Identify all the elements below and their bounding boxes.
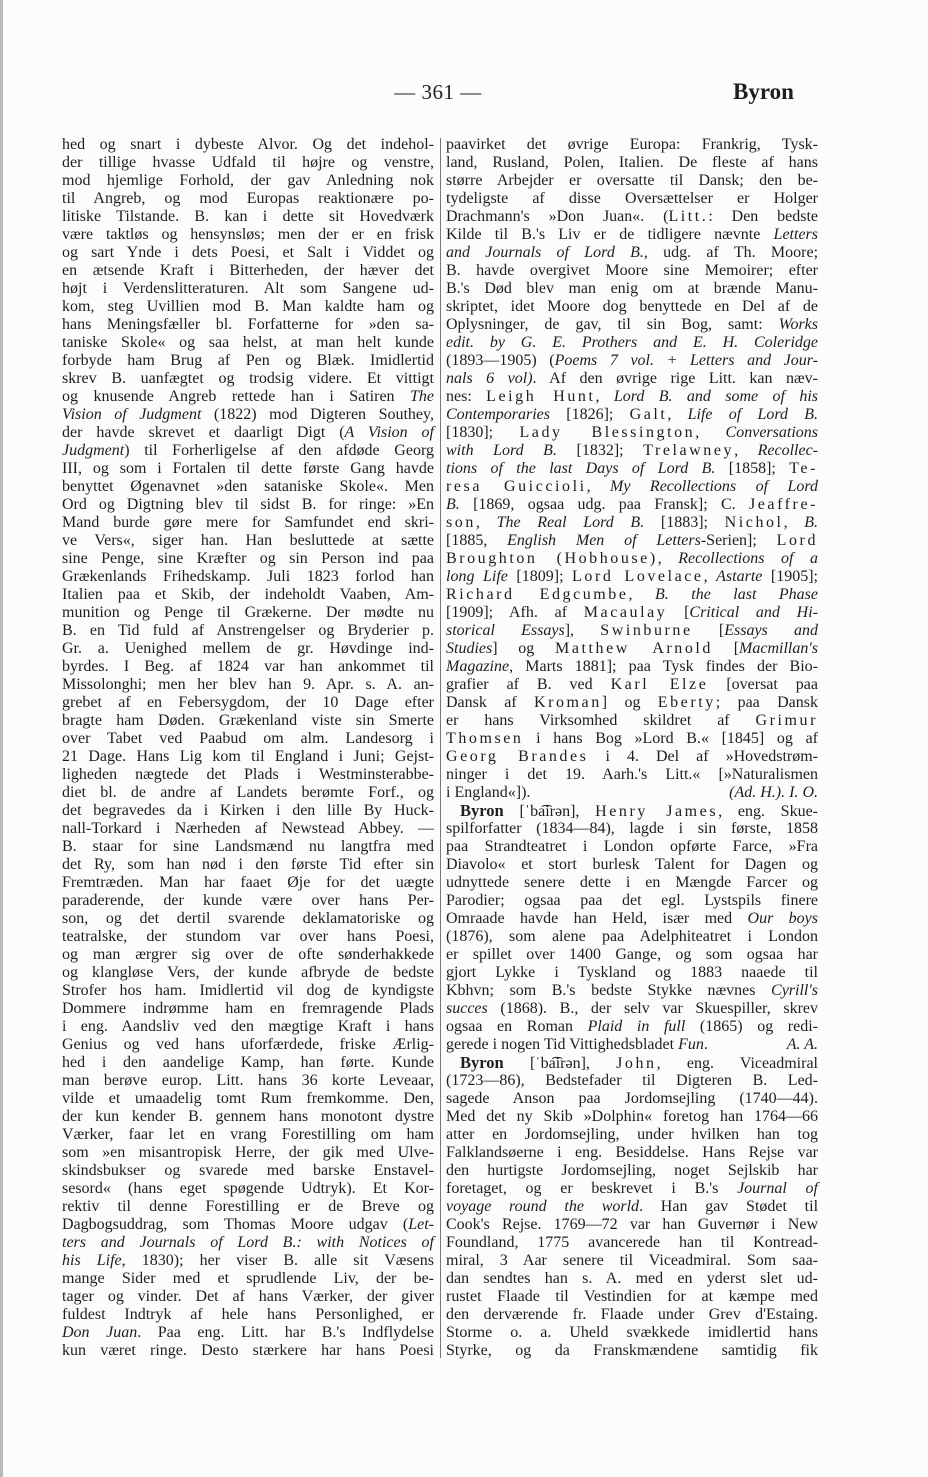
italic-run: Conversations <box>725 424 818 441</box>
text-line <box>446 982 818 1000</box>
italic-run: nals 6 vol) <box>446 370 533 387</box>
text-line: i eng. Aandsliv ved den mægtige Kraft i hans <box>62 1018 434 1035</box>
text-line: paraderende, der kunde være over hans Per- <box>62 892 434 909</box>
text-run: ], <box>564 622 601 639</box>
text-run: [1909]; Afh. af <box>446 604 584 621</box>
text-line: hed i den aandelige Kamp, han førte. Kunde <box>62 1054 434 1071</box>
text-run: [1809]; <box>507 568 573 585</box>
text-line: Foundland, 1775 avancerede han til Kontread- <box>446 1234 818 1251</box>
text-line: er spillet over 1400 Gange, og som ogsaa har <box>446 946 818 963</box>
text-line <box>446 334 818 352</box>
text-line <box>446 460 818 478</box>
text-line: B. havde overgivet Moore sine Memoirer; efter <box>446 262 818 279</box>
text-run: i 4. Del af »Hovedstrøm- <box>588 748 818 765</box>
spaced-run: Trelawney <box>643 442 735 459</box>
text-line <box>446 478 818 496</box>
text-line: mod hjemlige Forhold, der gav Anledning nok <box>62 172 434 189</box>
author-signature: A. A. <box>786 1036 818 1053</box>
scan-edge <box>0 0 3 1477</box>
text-line <box>446 370 818 388</box>
text-line: Diavolo« et stort burlesk Talent for Dagen og <box>446 856 818 873</box>
text-line: den hurtigste Jordomsejling, noget Sejlskib har <box>446 1162 818 1179</box>
entry-headword: Byron <box>460 801 504 820</box>
italic-run: Astarte <box>716 568 763 585</box>
spaced-run: Lady Blessington <box>519 424 696 441</box>
text-run: foretaget, og er beskrevet i B.'s <box>446 1180 738 1197</box>
text-line: udnyttede senere dette i en Mængde Farcer og <box>446 874 818 891</box>
text-line <box>62 442 434 460</box>
text-line: til Angreb, og mod Europas reaktionære po- <box>62 190 434 207</box>
text-run: . Paa eng. Litt. har B.'s Indflydelse <box>137 1324 435 1341</box>
text-line: III, og som i Fortalen til dette første Gang havde <box>62 460 434 477</box>
text-run: [oversat paa <box>708 676 818 693</box>
spaced-run: Macaulay <box>583 604 668 621</box>
italic-run: tions of the last Days of Lord B. <box>446 460 716 477</box>
text-line: taniske Skole« og saa helst, at man helt kunde <box>62 334 434 351</box>
left-column <box>62 136 434 1360</box>
spaced-run: Lord Lovelace <box>572 568 704 585</box>
spaced-run: Galt <box>629 406 668 423</box>
italic-run: The Real Lord B. <box>496 514 645 531</box>
text-line: og klangløse Vers, der kunde afbryde de bedste <box>62 964 434 981</box>
text-run: , 1830); her viser B. alle sit Væsens <box>121 1252 434 1269</box>
text-line <box>446 244 818 262</box>
text-run: , <box>734 442 758 459</box>
text-line: rektiv til denne Forestilling er de Breve og <box>62 1198 434 1215</box>
text-line <box>446 622 818 640</box>
text-line: Storme o. a. Uheld svækkede imidlertid hans <box>446 1324 818 1341</box>
text-line <box>62 388 434 406</box>
text-line <box>446 712 818 730</box>
text-run: nes: <box>446 388 487 405</box>
text-run: Kilde til B.'s Liv er de tidligere nævnte <box>446 226 774 243</box>
italic-run: Studies <box>446 640 493 657</box>
text-line: benyttet Øgenavnet »den sataniske Skole«. Men <box>62 478 434 495</box>
italic-run: his Life <box>62 1252 122 1269</box>
text-line: den derværende fr. Flaade under Grev d'Estaing. <box>446 1306 818 1323</box>
text-run: , Marts 1881]; paa Tysk findes der Bio- <box>509 658 818 675</box>
page-number: — 361 — <box>394 80 482 104</box>
text-run: [ <box>667 604 690 621</box>
text-line <box>62 1216 434 1234</box>
spaced-run: Nichol <box>724 514 784 531</box>
text-line: forbyde ham Brug af Pen og Blæk. Imidlertid <box>62 352 434 369</box>
spaced-run: John <box>616 1055 657 1072</box>
italic-run: Fun <box>678 1036 704 1053</box>
spaced-run: Eberty <box>657 694 716 711</box>
author-signature: (Ad. H.). I. O. <box>729 784 818 801</box>
text-line: en ætsende Kraft i Bitterheden, der hæver det <box>62 262 434 279</box>
text-run: . Af den øvrige rige Litt. kan næv- <box>532 370 819 387</box>
text-line: Dommere indrømme ham en fremragende Plads <box>62 1000 434 1017</box>
text-line <box>446 568 818 586</box>
text-run: , <box>657 550 679 567</box>
spaced-run: Thomsen <box>446 730 524 747</box>
text-line: rustet Flaade til Vestindien for at kæmpe med <box>446 1288 818 1305</box>
spaced-run: Richard Edgcumbe <box>446 586 629 603</box>
text-line <box>62 1324 434 1342</box>
text-line <box>446 676 818 694</box>
spaced-run: Swinburne <box>600 622 693 639</box>
spaced-run: Matthew Arnold <box>555 640 713 657</box>
text-line: vilde et umaadelig tomt Rum fremkomme. Den, <box>62 1090 434 1107</box>
text-line <box>446 910 818 928</box>
italic-run: voyage round the world <box>446 1198 640 1215</box>
text-line: munition og Penge til Grækerne. Der mødte nu <box>62 604 434 621</box>
italic-run: Our boys <box>747 910 818 927</box>
running-head: Byron <box>733 79 794 104</box>
italic-run: Essays and <box>724 622 819 639</box>
text-line: paa Strandteatret i London opførte Farce, »Fra <box>446 838 818 855</box>
text-line <box>446 730 818 748</box>
text-line: der kun kender B. gennem hans monotont dystre <box>62 1108 434 1125</box>
italic-run: Journal of <box>737 1180 819 1197</box>
text-line: Gr. a. Uenighed mellem de gr. Høvdinge ind- <box>62 640 434 657</box>
text-line: og sart Ynde i dets Poesi, et Salt i Viddet og <box>62 244 434 261</box>
text-line: nall-Torkard i Nærheden af Newstead Abbey. — <box>62 820 434 837</box>
text-run: , <box>695 424 726 441</box>
text-run: (1893—1905) ( <box>446 352 555 369</box>
text-line <box>446 694 818 712</box>
text-run: og knusende Angreb rettede han i Satiren <box>62 388 410 405</box>
text-line: over Tabet ved Paabud om alm. Landesorg i <box>62 730 434 747</box>
text-line: det begravedes da i Kirken i den lille By Huck- <box>62 802 434 819</box>
text-run: der havde skrevet et daarligt Digt ( <box>62 424 345 441</box>
text-line <box>446 1198 818 1216</box>
text-line: Missolonghi; men her blev han 9. Apr. s. A. an- <box>62 676 434 693</box>
text-line: son, og det dertil svarende deklamatoriske og <box>62 910 434 927</box>
text-line: skrev B. uanfægtet og trodsig videre. Et vittigt <box>62 370 434 387</box>
text-run: [1826]; <box>550 406 630 423</box>
text-line: Mand burde gøre mere for Samfundet end skri- <box>62 514 434 531</box>
italic-run: Recollections of a <box>678 550 818 567</box>
text-run: . <box>703 1036 708 1053</box>
text-run: er hans Virksomhed skildret af <box>446 712 756 729</box>
text-run: ] og <box>601 694 658 711</box>
italic-run: Let- <box>408 1216 434 1233</box>
text-run: [ <box>712 640 740 657</box>
text-run: ; paa Dansk <box>715 694 818 711</box>
text-run: [1858]; <box>715 460 790 477</box>
italic-run: succes <box>446 1000 488 1017</box>
text-run: [1830]; <box>446 424 520 441</box>
text-line: sesord« (hans eget spøgende Udtryk). Et Kor- <box>62 1180 434 1197</box>
text-line <box>62 1234 434 1252</box>
text-line <box>446 802 818 820</box>
italic-run: Plaid in full <box>587 1018 686 1035</box>
text-line: Genius og ved hans uforfærdede, friske Ærlig- <box>62 1036 434 1053</box>
text-run: ogsaa en Roman <box>446 1018 588 1035</box>
text-line <box>62 424 434 442</box>
text-line: B.'s Død blev man enig om at brænde Manu- <box>446 280 818 297</box>
italic-run: My Recollections of Lord <box>610 478 818 495</box>
text-line: 21 Dage. Hans Lig kom til England i Juni; Gejst- <box>62 748 434 765</box>
italic-run: Critical and Hi- <box>689 604 819 621</box>
italic-run: Contemporaries <box>446 406 550 423</box>
text-run: i hans Bog »Lord B.« [1845] og af <box>523 730 818 747</box>
text-line: og man ærgrer sig over de ofte sønderhakkede <box>62 946 434 963</box>
italic-run: and Journals of Lord B. <box>446 244 644 261</box>
text-line: grebet af en Febersygdom, der 10 Dage efter <box>62 694 434 711</box>
column-divider <box>440 138 441 1358</box>
italic-run: The <box>410 388 434 405</box>
text-run: . Han gav Stødet til <box>639 1198 819 1215</box>
text-run: , eng. Skue- <box>718 803 819 820</box>
text-line: sine Penge, sine Kræfter og sin Person ind paa <box>62 550 434 567</box>
text-line <box>446 586 818 604</box>
italic-run: long Life <box>446 568 508 585</box>
italic-run: Lord B. and some of his <box>613 388 818 405</box>
italic-run: Recollec- <box>757 442 819 459</box>
text-line: sagede Anson paa Jordomsejling (1740—44). <box>446 1090 818 1107</box>
text-run: Kbhvn; som B.'s bedste Stykke nævnes <box>446 982 772 999</box>
text-line: (1876), som alene paa Adelphiteatret i London <box>446 928 818 945</box>
text-line: ligheden nægtede det Plads i Westminsterabbe- <box>62 766 434 783</box>
text-line: skriptet, idet Moore dog benyttede en Del af de <box>446 298 818 315</box>
text-run: , eng. Viceadmiral <box>656 1055 818 1072</box>
text-line <box>446 388 818 406</box>
text-line: Værker, faar let en vrang Forestilling om ham <box>62 1126 434 1143</box>
text-line: diet bl. de andre af Landets berømte Forf., og <box>62 784 434 801</box>
text-line: Falklandsøerne i eng. Besiddelse. Hans Rejse var <box>446 1144 818 1161</box>
text-line <box>446 784 818 802</box>
text-line: være taktløs og hensynsløs; men der er en frisk <box>62 226 434 243</box>
text-line: land, Rusland, Polen, Italien. De fleste af hans <box>446 154 818 171</box>
text-line: der tillige hvasse Udfald til højre og venstre, <box>62 154 434 171</box>
italic-run: Life of Lord B. <box>687 406 819 423</box>
text-line: tager og vinder. Det af hans Værker, der giver <box>62 1288 434 1305</box>
text-line: gjort Lykke i Tyskland og 1883 naaede til <box>446 964 818 981</box>
text-line <box>62 1252 434 1270</box>
text-line <box>446 208 818 226</box>
text-run: , <box>703 568 717 585</box>
text-run: , udg. af Th. Moore; <box>643 244 819 261</box>
text-line <box>446 604 818 622</box>
italic-run: B. <box>804 514 819 531</box>
text-run: , <box>783 514 805 531</box>
italic-run: storical Essays <box>446 622 565 639</box>
text-line: Fremtræden. Man har faaet Øje for det uægte <box>62 874 434 891</box>
spaced-run: Broughton (Hobhouse) <box>446 550 658 567</box>
text-line: højt i Verdenslitteraturen. Alt som Sangene ud- <box>62 280 434 297</box>
text-line: Cook's Rejse. 1769—72 var han Guvernør i New <box>446 1216 818 1233</box>
text-line: Strofer hos ham. Imidlertid vil dog de kyndigste <box>62 982 434 999</box>
text-line: atter en Jordomsejling, under hvilken han tog <box>446 1126 818 1143</box>
text-line <box>446 532 818 550</box>
spaced-run: Karl Elze <box>610 676 709 693</box>
spaced-run: Te- <box>789 460 818 477</box>
text-line: som »en misantropisk Herre, der gik med Ulve- <box>62 1144 434 1161</box>
text-line <box>446 748 818 766</box>
text-run: [ <box>692 622 725 639</box>
text-run: Dansk af <box>446 694 534 711</box>
text-line: bragte ham Døden. Grækenland viste sin Smerte <box>62 712 434 729</box>
text-run: grafier af B. ved <box>446 676 611 693</box>
spaced-run: son <box>446 514 476 531</box>
text-run: [ˈba͡irən], <box>503 1055 617 1072</box>
text-line <box>446 1180 818 1198</box>
italic-run: B. <box>446 496 460 513</box>
spaced-run: Jeaffre- <box>748 496 818 513</box>
text-line: større Arbejder er oversatte til Dansk; den be- <box>446 172 818 189</box>
text-line: kom, steg Uvillien mod B. Man kaldte ham og <box>62 298 434 315</box>
text-line <box>446 1054 818 1072</box>
text-line: Parodier; ogsaa paa det egl. Lystspils finere <box>446 892 818 909</box>
italic-run: ters and Journals of Lord B.: with Notices of <box>62 1234 434 1251</box>
text-line <box>446 640 818 658</box>
spaced-run: resa Guiccioli <box>446 478 587 495</box>
italic-run: edit. by G. E. Prothers and E. H. Coleridge <box>446 334 818 351</box>
text-run: [1869, ogsaa udg. paa Fransk]; C. <box>459 496 749 513</box>
text-line <box>446 406 818 424</box>
text-line: fuldest Indtryk af hele hans Personlighed, er <box>62 1306 434 1323</box>
text-line: byrdes. I Beg. af 1824 var han ankommet til <box>62 658 434 675</box>
text-line <box>446 658 818 676</box>
text-line: Grækenlands Frihedskamp. Juli 1823 forlod han <box>62 568 434 585</box>
text-line <box>446 496 818 514</box>
text-line: mange Sider med et sprudlende Liv, der be- <box>62 1270 434 1287</box>
text-line: ninger i det 19. Aarh.'s Litt.« [»Naturalismen <box>446 766 818 783</box>
spaced-run: Litt. <box>668 208 709 225</box>
entry-headword: Byron <box>460 1053 504 1072</box>
text-line <box>446 316 818 334</box>
italic-run: Macmillan's <box>739 640 819 657</box>
text-run: : Den bedste <box>708 208 818 225</box>
text-run: Omraade havde han Held, især med <box>446 910 748 927</box>
text-line: teatralske, der stundom var over hans Poesi, <box>62 928 434 945</box>
text-run: , <box>586 478 611 495</box>
text-line: ve Vers«, siger han. Han besluttede at sætte <box>62 532 434 549</box>
text-run: [1885, <box>446 532 508 549</box>
text-line: Med det ny Skib »Dolphin« foretog han 1764—66 <box>446 1108 818 1125</box>
text-line: miral, 3 Aar senere til Viceadmiral. Som saa- <box>446 1252 818 1269</box>
text-line: B. staar for sine Landsmænd nu langtfra med <box>62 838 434 855</box>
text-run: [1883]; <box>644 514 725 531</box>
italic-run: Poems 7 vol. + Letters and Jour- <box>554 352 819 369</box>
italic-run: B. the last Phase <box>655 586 818 603</box>
right-column <box>446 136 818 1360</box>
text-line: litiske Tilstande. B. kan i dette sit Hovedværk <box>62 208 434 225</box>
text-line <box>446 424 818 442</box>
text-line <box>446 352 818 370</box>
text-line: Italien paa et Skib, der indeholdt Vaaben, Am- <box>62 586 434 603</box>
spaced-run: Leigh Hunt <box>486 388 596 405</box>
text-run: (1865) og redi- <box>685 1018 819 1035</box>
text-run: , <box>628 586 655 603</box>
italic-run: A Vision of <box>344 424 434 441</box>
italic-run: Cyrill's <box>771 982 818 999</box>
spaced-run: Kroman <box>533 694 602 711</box>
spaced-run: Grimur <box>755 712 818 729</box>
text-line: Ord og Digtning blev til sidst B. for ringe: »En <box>62 496 434 513</box>
text-line <box>446 1036 818 1054</box>
text-run: (1822) mod Digteren Southey, <box>201 406 434 423</box>
text-line <box>446 226 818 244</box>
text-run: Drachmann's »Don Juan«. ( <box>446 208 669 225</box>
text-run: (1868). B., der selv var Skuespiller, skrev <box>487 1000 818 1017</box>
italic-run: Magazine <box>446 658 510 675</box>
text-run: Dagbogsuddrag, som Thomas Moore udgav ( <box>62 1216 409 1233</box>
text-line <box>446 514 818 532</box>
text-line: Styrke, og da Franskmændene samtidig fik <box>446 1342 818 1359</box>
italic-run: Letters <box>773 226 818 243</box>
text-line <box>446 442 818 460</box>
italic-run: Judgment <box>62 442 125 459</box>
text-run: Oplysninger, de gav, til sin Bog, samt: <box>446 316 779 333</box>
text-line: (1723—86), Bedstefader til Digteren B. Led- <box>446 1072 818 1089</box>
italic-run: with Lord B. <box>446 442 557 459</box>
text-line <box>446 550 818 568</box>
text-line: dan sendtes han s. A. med en yderst slet ud- <box>446 1270 818 1287</box>
text-run: , <box>667 406 688 423</box>
text-line: hed og snart i dybeste Alvor. Og det indehol- <box>62 136 434 153</box>
text-run: gerede i nogen Tid Vittighedsbladet <box>446 1036 679 1053</box>
text-run: , <box>595 388 614 405</box>
text-line: paavirket det øvrige Europa: Frankrig, Tysk- <box>446 136 818 153</box>
spaced-run: Georg Brandes <box>446 748 589 765</box>
italic-run: English Men of Letters <box>507 532 701 549</box>
text-line: B. en Tid fuld af Anstrengelser og Bryderier p. <box>62 622 434 639</box>
text-run: -Serien]; <box>700 532 777 549</box>
text-run: ] og <box>492 640 556 657</box>
text-line: tydeligste af disse Oversættelser er Holger <box>446 190 818 207</box>
text-line: kun været ringe. Desto stærkere har hans Poesi <box>62 1342 434 1359</box>
text-line: skindsbukser og svarede med barske Enstavel- <box>62 1162 434 1179</box>
spaced-run: Lord <box>776 532 818 549</box>
text-run: [1832]; <box>556 442 644 459</box>
text-run: [1905]; <box>762 568 818 585</box>
text-run: ) til Forherligelse af den afdøde Georg <box>124 442 434 459</box>
text-line <box>446 1000 818 1018</box>
text-run: [ˈba͡irən], <box>503 803 596 820</box>
italic-run: Works <box>778 316 818 333</box>
spaced-run: Henry James <box>595 803 719 820</box>
italic-run: Don Juan <box>62 1324 138 1341</box>
text-line <box>446 1018 818 1036</box>
text-line <box>62 406 434 424</box>
text-line: spilforfatter (1834—84), lagde i sin første, 1858 <box>446 820 818 837</box>
italic-run: Vision of Judgment <box>62 406 202 423</box>
text-run: , <box>475 514 497 531</box>
text-line: man berøve europ. Litt. hans 36 korte Leveaar, <box>62 1072 434 1089</box>
text-line: det Ry, som han nød i den første Tid efter sin <box>62 856 434 873</box>
text-run: i England«]). <box>446 784 531 801</box>
text-line: hans Meningsfæller bl. Forfatterne for »den sa- <box>62 316 434 333</box>
